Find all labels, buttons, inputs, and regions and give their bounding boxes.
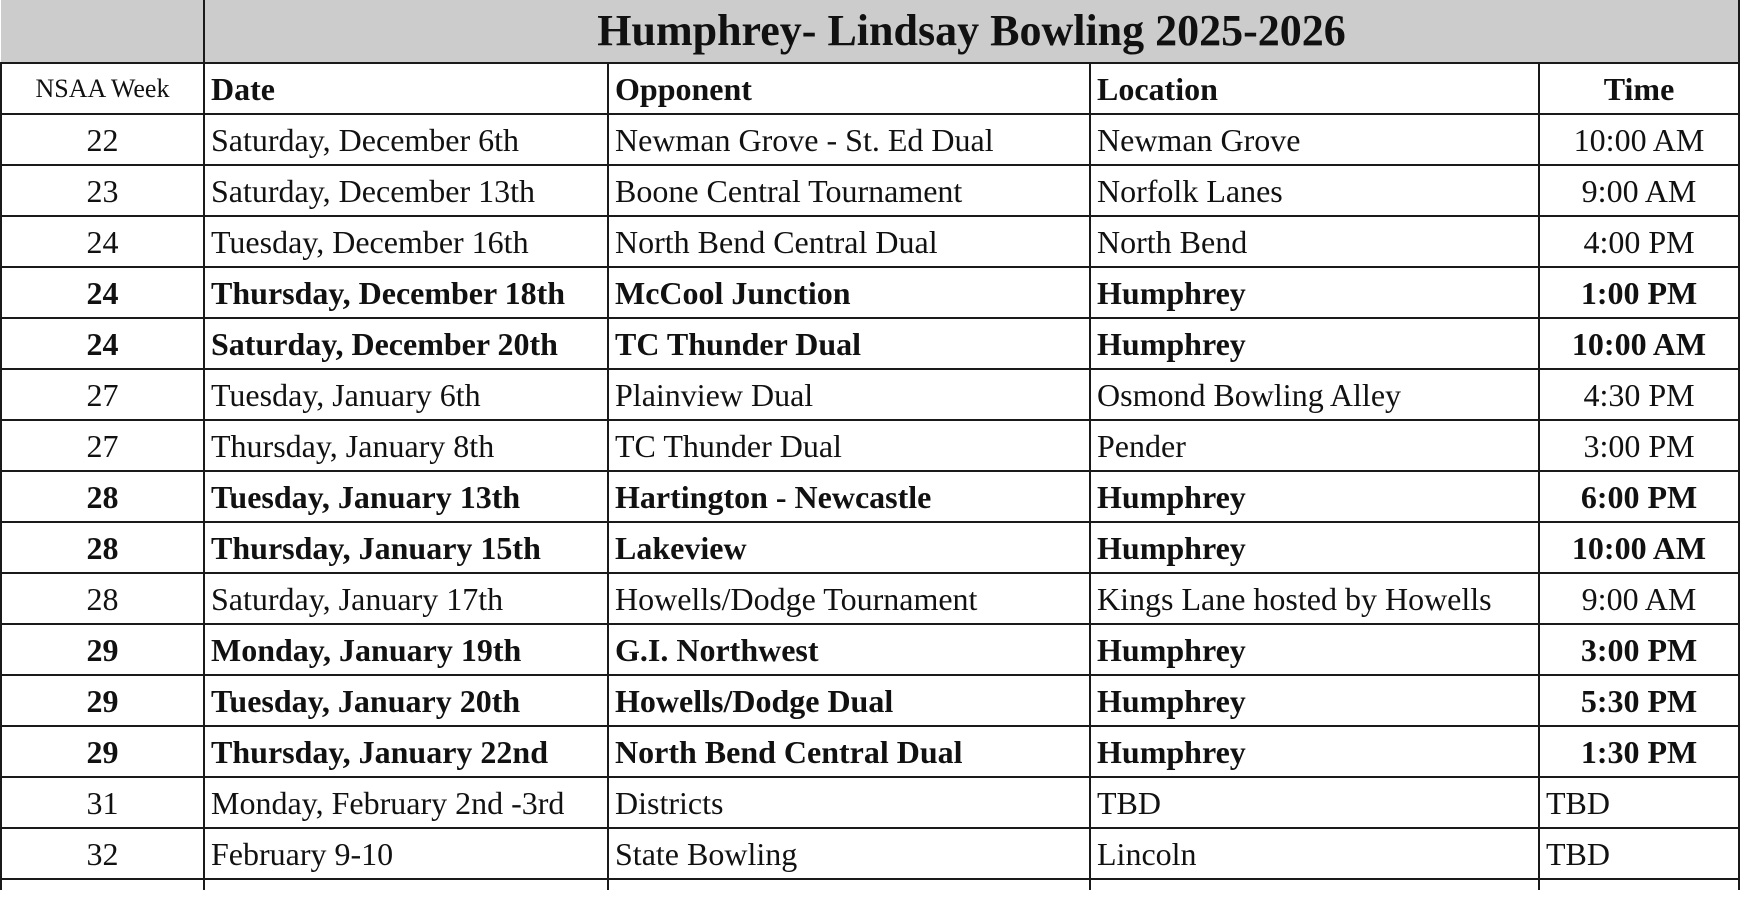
cell-opponent: Lakeview xyxy=(608,522,1090,573)
cell-opponent: Newman Grove - St. Ed Dual xyxy=(608,114,1090,165)
empty-cell xyxy=(1539,879,1739,890)
header-week: NSAA Week xyxy=(1,63,204,114)
table-row xyxy=(1,522,1739,573)
cell-time: TBD xyxy=(1539,828,1739,879)
empty-cell xyxy=(1090,879,1539,890)
cell-location: Osmond Bowling Alley xyxy=(1090,369,1539,420)
cell-week: 28 xyxy=(1,573,204,624)
table-row xyxy=(1,114,1739,165)
cell-opponent: TC Thunder Dual xyxy=(608,420,1090,471)
cell-location: Humphrey xyxy=(1090,267,1539,318)
cell-date: Tuesday, January 6th xyxy=(204,369,608,420)
cell-date: February 9-10 xyxy=(204,828,608,879)
cell-time: 10:00 AM xyxy=(1539,114,1739,165)
table-row xyxy=(1,165,1739,216)
table-row xyxy=(1,318,1739,369)
table-row xyxy=(1,726,1739,777)
cell-location: Pender xyxy=(1090,420,1539,471)
table-row xyxy=(1,777,1739,828)
cell-location: Kings Lane hosted by Howells xyxy=(1090,573,1539,624)
table-row xyxy=(1,471,1739,522)
cell-time: 1:00 PM xyxy=(1539,267,1739,318)
cell-opponent: Hartington - Newcastle xyxy=(608,471,1090,522)
empty-row xyxy=(1,879,1739,890)
cell-week: 24 xyxy=(1,267,204,318)
cell-time: 5:30 PM xyxy=(1539,675,1739,726)
cell-opponent: G.I. Northwest xyxy=(608,624,1090,675)
cell-time: 1:30 PM xyxy=(1539,726,1739,777)
cell-opponent: North Bend Central Dual xyxy=(608,216,1090,267)
cell-opponent: Boone Central Tournament xyxy=(608,165,1090,216)
cell-date: Monday, February 2nd -3rd xyxy=(204,777,608,828)
cell-location: Newman Grove xyxy=(1090,114,1539,165)
cell-location: TBD xyxy=(1090,777,1539,828)
header-date: Date xyxy=(204,63,608,114)
corner-cell xyxy=(1,0,204,63)
table-row xyxy=(1,828,1739,879)
cell-week: 27 xyxy=(1,420,204,471)
cell-time: TBD xyxy=(1539,777,1739,828)
cell-date: Thursday, January 22nd xyxy=(204,726,608,777)
cell-week: 31 xyxy=(1,777,204,828)
table-row xyxy=(1,675,1739,726)
cell-opponent: North Bend Central Dual xyxy=(608,726,1090,777)
empty-cell xyxy=(1,879,204,890)
header-row xyxy=(1,63,1739,114)
cell-time: 9:00 AM xyxy=(1539,165,1739,216)
table-row xyxy=(1,216,1739,267)
table-row xyxy=(1,420,1739,471)
table-row xyxy=(1,624,1739,675)
cell-location: Humphrey xyxy=(1090,522,1539,573)
cell-date: Saturday, December 20th xyxy=(204,318,608,369)
cell-date: Tuesday, January 13th xyxy=(204,471,608,522)
cell-week: 27 xyxy=(1,369,204,420)
cell-location: Humphrey xyxy=(1090,675,1539,726)
table-row xyxy=(1,573,1739,624)
cell-date: Thursday, January 8th xyxy=(204,420,608,471)
cell-week: 32 xyxy=(1,828,204,879)
cell-date: Monday, January 19th xyxy=(204,624,608,675)
cell-opponent: Plainview Dual xyxy=(608,369,1090,420)
cell-location: Lincoln xyxy=(1090,828,1539,879)
table-row xyxy=(1,267,1739,318)
cell-time: 4:00 PM xyxy=(1539,216,1739,267)
cell-week: 23 xyxy=(1,165,204,216)
empty-cell xyxy=(608,879,1090,890)
cell-opponent: Howells/Dodge Dual xyxy=(608,675,1090,726)
cell-week: 29 xyxy=(1,624,204,675)
cell-week: 29 xyxy=(1,726,204,777)
cell-time: 10:00 AM xyxy=(1539,318,1739,369)
cell-date: Thursday, January 15th xyxy=(204,522,608,573)
header-time: Time xyxy=(1539,63,1739,114)
cell-date: Tuesday, January 20th xyxy=(204,675,608,726)
cell-opponent: McCool Junction xyxy=(608,267,1090,318)
cell-week: 22 xyxy=(1,114,204,165)
cell-time: 10:00 AM xyxy=(1539,522,1739,573)
sheet-title: Humphrey- Lindsay Bowling 2025-2026 xyxy=(204,0,1739,63)
header-location: Location xyxy=(1090,63,1539,114)
header-opponent: Opponent xyxy=(608,63,1090,114)
cell-location: Humphrey xyxy=(1090,726,1539,777)
cell-time: 9:00 AM xyxy=(1539,573,1739,624)
cell-opponent: State Bowling xyxy=(608,828,1090,879)
cell-opponent: TC Thunder Dual xyxy=(608,318,1090,369)
cell-date: Tuesday, December 16th xyxy=(204,216,608,267)
cell-date: Thursday, December 18th xyxy=(204,267,608,318)
cell-date: Saturday, December 6th xyxy=(204,114,608,165)
cell-week: 28 xyxy=(1,522,204,573)
cell-date: Saturday, December 13th xyxy=(204,165,608,216)
cell-location: Humphrey xyxy=(1090,471,1539,522)
cell-location: Humphrey xyxy=(1090,624,1539,675)
cell-location: Humphrey xyxy=(1090,318,1539,369)
cell-location: North Bend xyxy=(1090,216,1539,267)
empty-cell xyxy=(204,879,608,890)
cell-location: Norfolk Lanes xyxy=(1090,165,1539,216)
cell-week: 24 xyxy=(1,318,204,369)
cell-opponent: Districts xyxy=(608,777,1090,828)
cell-opponent: Howells/Dodge Tournament xyxy=(608,573,1090,624)
title-row xyxy=(1,0,1739,63)
cell-week: 29 xyxy=(1,675,204,726)
cell-time: 6:00 PM xyxy=(1539,471,1739,522)
cell-time: 4:30 PM xyxy=(1539,369,1739,420)
cell-date: Saturday, January 17th xyxy=(204,573,608,624)
table-row xyxy=(1,369,1739,420)
cell-time: 3:00 PM xyxy=(1539,420,1739,471)
cell-time: 3:00 PM xyxy=(1539,624,1739,675)
cell-week: 28 xyxy=(1,471,204,522)
cell-week: 24 xyxy=(1,216,204,267)
